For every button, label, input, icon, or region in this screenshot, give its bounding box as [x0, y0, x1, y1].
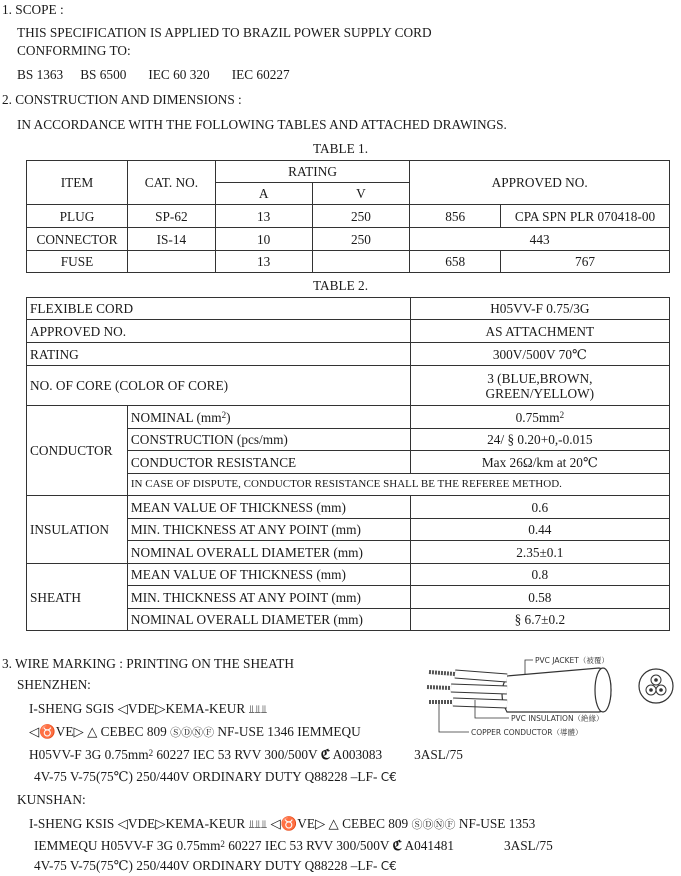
table1: [26, 160, 670, 273]
header-a: A: [215, 183, 312, 205]
table-row: [27, 496, 670, 519]
text: I-SHENG SGIS: [29, 701, 118, 716]
kunshan-line1: [29, 816, 535, 833]
table-row: [27, 366, 670, 406]
kema-mark-icon: ⫫⫫⫫: [248, 704, 268, 716]
cell: 2.35±0.1: [410, 541, 669, 564]
core-value-line: 3 (BLUE,BROWN,: [487, 370, 593, 386]
cell: FLEXIBLE CORD: [27, 298, 411, 320]
vde-right-mark-icon: ▷: [314, 816, 326, 831]
text: CEBEC 809: [338, 816, 412, 831]
scope-line1: THIS SPECIFICATION IS APPLIED TO BRAZIL POWER SUPPLY CORD: [17, 25, 432, 40]
cable-diagram: [415, 652, 677, 744]
cell: CONDUCTOR RESISTANCE: [127, 451, 410, 474]
cell: IS-14: [127, 228, 215, 251]
copper-label: COPPER CONDUCTOR（導體）: [471, 728, 583, 737]
copper-strand: [429, 672, 455, 674]
cell: AS ATTACHMENT: [410, 320, 669, 343]
scope-heading: 1. SCOPE :: [2, 2, 64, 17]
cebec-triangle-icon: △: [83, 724, 98, 739]
cell: CONNECTOR: [27, 228, 128, 251]
construction-line1: IN ACCORDANCE WITH THE FOLLOWING TABLES AND ATTACHED DRAWINGS.: [17, 117, 507, 132]
jacket-end: [595, 668, 611, 712]
cell: 10: [215, 228, 312, 251]
table-row: [27, 251, 670, 273]
cell: 443: [410, 228, 670, 251]
standard: BS 6500: [80, 67, 127, 82]
header-approved: APPROVED NO.: [410, 161, 670, 205]
vde-harmonized-icon: ♉: [39, 724, 56, 739]
standard: IEC 60227: [231, 67, 290, 82]
header-rating: RATING: [215, 161, 409, 183]
cell: 767: [501, 251, 670, 273]
cell: NO. OF CORE (COLOR OF CORE): [27, 366, 411, 406]
cell: RATING: [27, 343, 411, 366]
vde-left-mark-icon: ◁: [270, 816, 281, 831]
shenzhen-line3: [29, 747, 463, 763]
vde-left-mark-icon: ◁: [29, 724, 40, 739]
ce-mark-icon: C€: [380, 859, 397, 873]
cross-section-icon: [639, 669, 673, 703]
table2-title: TABLE 2.: [312, 278, 369, 293]
cell: MIN. THICKNESS AT ANY POINT (mm): [127, 586, 410, 609]
insulation-label: PVC INSULATION（絶緣）: [511, 714, 604, 723]
vde-right-mark-icon: ▷: [155, 701, 166, 716]
text: 3ASL/75: [414, 747, 463, 762]
construction-heading: 2. CONSTRUCTION AND DIMENSIONS :: [2, 92, 242, 107]
cell: § 6.7±0.2: [410, 609, 669, 631]
kunshan-line2: [34, 838, 553, 854]
cell: CONSTRUCTION (pcs/mm): [127, 429, 410, 451]
text: A003083: [330, 747, 383, 762]
core-value-line: GREEN/YELLOW): [485, 385, 595, 401]
text: CEBEC 809: [97, 724, 171, 739]
cell: [312, 251, 410, 273]
cell: IN CASE OF DISPUTE, CONDUCTOR RESISTANCE SHALL BE THE REFEREE METHOD.: [127, 474, 669, 496]
cell: MIN. THICKNESS AT ANY POINT (mm): [127, 519, 410, 541]
cell: NOMINAL OVERALL DIAMETER (mm): [127, 609, 410, 631]
cell: 250: [312, 228, 410, 251]
cell: 0.8: [410, 564, 669, 586]
vde-left-mark-icon: ◁: [117, 816, 128, 831]
cell: 0.58: [410, 586, 669, 609]
superscript: 2: [220, 839, 225, 849]
text: VDE: [127, 816, 156, 831]
cebec-triangle-icon: △: [325, 816, 339, 831]
cell: APPROVED NO.: [27, 320, 411, 343]
standard: BS 1363: [17, 67, 64, 82]
cell: [410, 406, 669, 429]
shenzhen-label: SHENZHEN:: [17, 677, 91, 692]
text: VE: [297, 816, 315, 831]
cell: H05VV-F 0.75/3G: [410, 298, 669, 320]
header-v: V: [312, 183, 410, 205]
text: 60227 IEC 53 RVV 300/500V: [224, 838, 393, 853]
nominal-label: NOMINAL (mm: [130, 409, 222, 425]
cell: 250: [312, 205, 410, 228]
text: KEMA-KEUR: [165, 701, 249, 716]
shenzhen-line1: [29, 701, 267, 718]
text: IEMMEQU H05VV-F 3G 0.75mm: [34, 838, 221, 853]
table-row: [27, 298, 670, 320]
table-row: [27, 320, 670, 343]
shenzhen-line4: [34, 769, 397, 785]
ccc-mark-icon: ℭ: [392, 838, 402, 853]
text: A041481: [401, 838, 454, 853]
shenzhen-line2: [29, 724, 361, 741]
cell: 13: [215, 251, 312, 273]
cell: NOMINAL OVERALL DIAMETER (mm): [127, 541, 410, 564]
table-row: [27, 343, 670, 366]
text: 4V-75 V-75(75℃) 250/440V ORDINARY DUTY Q88228 –LF-: [34, 769, 381, 784]
cell: CONDUCTOR: [27, 406, 128, 496]
ccc-mark-icon: ℭ: [320, 747, 331, 762]
text: KEMA-KEUR: [165, 816, 249, 831]
vde-right-mark-icon: ▷: [155, 816, 166, 831]
ce-mark-icon: C€: [380, 770, 397, 784]
cell: SP-62: [127, 205, 215, 228]
standard: IEC 60 320: [148, 67, 210, 82]
scope-line2: CONFORMING TO:: [17, 43, 131, 58]
header-item: ITEM: [27, 161, 128, 205]
marking-heading: 3. WIRE MARKING : PRINTING ON THE SHEATH: [2, 656, 295, 671]
cell: 13: [215, 205, 312, 228]
cell: 0.6: [410, 496, 669, 519]
cell: SHEATH: [27, 564, 128, 631]
kema-mark-icon: ⫫⫫⫫: [248, 819, 268, 831]
text: 60227 IEC 53 RVV 300/500V: [153, 747, 321, 762]
cell: 856: [410, 205, 501, 228]
cell: MEAN VALUE OF THICKNESS (mm): [127, 496, 410, 519]
text: 4V-75 V-75(75℃) 250/440V ORDINARY DUTY Q88228 –LF-: [34, 858, 381, 873]
nominal-value: 0.75mm: [515, 409, 560, 425]
cell: Max 26Ω/km at 20℃: [410, 451, 669, 474]
vde-harmonized-icon: ♉: [280, 816, 298, 831]
cell: CPA SPN PLR 070418-00: [501, 205, 670, 228]
text: NF-USE 1346 IEMMEQU: [214, 724, 361, 739]
text: I-SHENG KSIS: [29, 816, 118, 831]
table1-title: TABLE 1.: [312, 141, 369, 156]
table-row: [27, 228, 670, 251]
vde-left-mark-icon: ◁: [117, 701, 128, 716]
table-row: [27, 564, 670, 586]
cell: FUSE: [27, 251, 128, 273]
kunshan-line3: [34, 858, 397, 874]
cell: [127, 406, 410, 429]
header-cat: CAT. NO.: [127, 161, 215, 205]
cell: 300V/500V 70℃: [410, 343, 669, 366]
kunshan-label: KUNSHAN:: [17, 792, 86, 807]
cell: 24/ § 0.20+0,-0.015: [410, 429, 669, 451]
jacket-label: PVC JACKET（被覆）: [535, 656, 609, 665]
standards-list: [17, 67, 290, 83]
cell: PLUG: [27, 205, 128, 228]
cell: 0.44: [410, 519, 669, 541]
table2: [26, 297, 670, 631]
text: 3ASL/75: [504, 838, 553, 853]
text: NF-USE 1353: [455, 816, 536, 831]
text: H05VV-F 3G 0.75mm: [29, 747, 149, 762]
text: VDE: [127, 701, 156, 716]
cell: INSULATION: [27, 496, 128, 564]
cell: [410, 366, 669, 406]
table-row: [27, 205, 670, 228]
table-row: [27, 406, 670, 429]
cell: 658: [410, 251, 501, 273]
paren: ): [226, 409, 231, 425]
superscript: 2: [221, 409, 227, 420]
nordic-marks-icon: ⓈⒹⓃⒻ: [170, 727, 215, 739]
nordic-marks-icon: ⓈⒹⓃⒻ: [411, 819, 456, 831]
superscript: 2: [559, 409, 565, 420]
superscript: 2: [148, 748, 154, 758]
vde-right-mark-icon: ▷: [73, 724, 84, 739]
cell: MEAN VALUE OF THICKNESS (mm): [127, 564, 410, 586]
cell: [127, 251, 215, 273]
copper-strand: [427, 687, 451, 688]
text: VE: [55, 724, 74, 739]
